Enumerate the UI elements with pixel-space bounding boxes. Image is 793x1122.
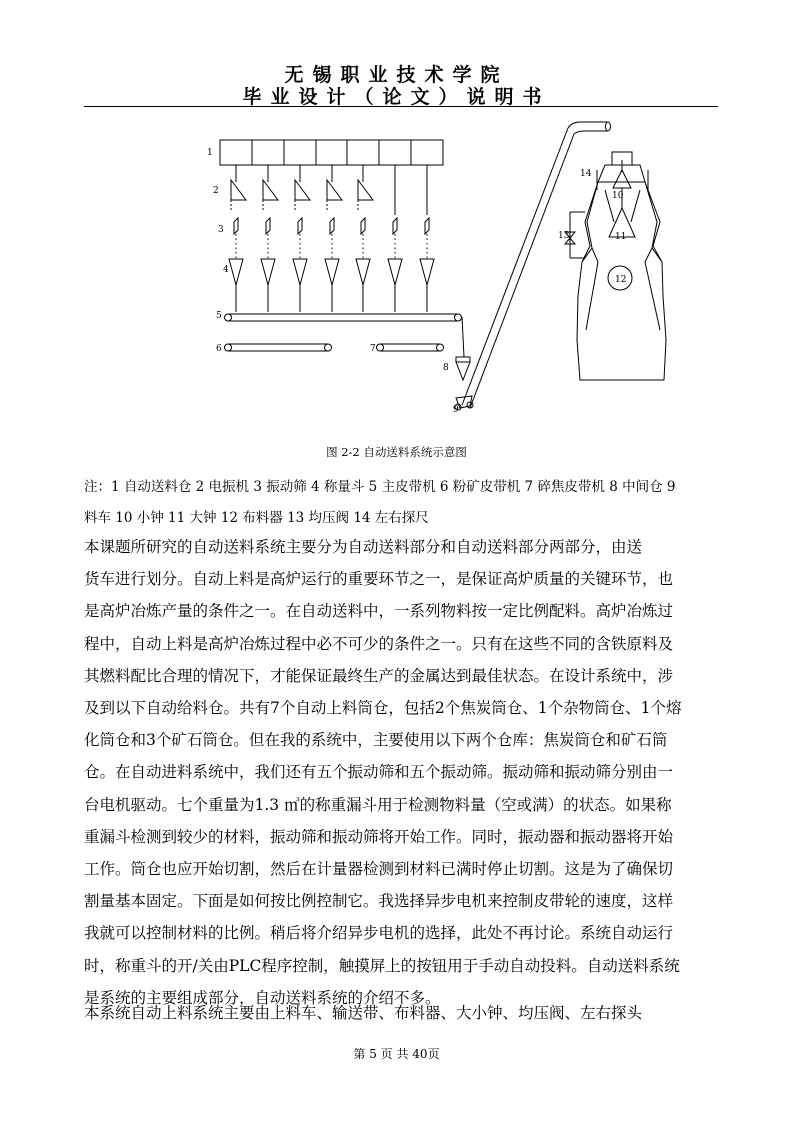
diagram-labels	[207, 148, 626, 415]
label-11: 11	[615, 232, 627, 242]
label-9: 9	[453, 405, 459, 415]
school-name: 无锡职业技术学院	[284, 64, 509, 86]
vibrating-screen	[425, 218, 429, 234]
label-4: 4	[223, 265, 229, 275]
text-line: 化筒仓和3个矿石筒仓。但在我的系统中，主要使用以下两个仓库：焦炭筒仓和矿石筒	[84, 731, 668, 750]
text-line: 重漏斗检测到较少的材料，振动筛和振动筛将开始工作。同时，振动器和振动器将开始	[84, 827, 674, 846]
text-line: 割量基本固定。下面是如何按比例控制它。我选择异步电机来控制皮带轮的速度，这样	[84, 892, 674, 911]
silo-dividers	[252, 140, 411, 165]
feeding-system-diagram	[0, 110, 793, 440]
weighing-hopper	[388, 259, 402, 285]
text-line: 我就可以控制材料的比例。稍后将介绍异步电机的选择，此处不再讨论。系统自动运行	[84, 924, 674, 943]
weighing-hopper	[325, 259, 339, 285]
weighing-hopper	[356, 259, 370, 285]
text-line: 台电机驱动。七个重量为1.3 ㎥的称重漏斗用于检测物料量（空或满）的状态。如果称	[84, 795, 672, 814]
vibrating-screen	[298, 218, 302, 234]
weighing-hopper	[261, 259, 275, 285]
note-line: 料车 10 小钟 11 大钟 12 布料器 13 均压阀 14 左右探尺	[84, 510, 429, 526]
header-rule	[84, 106, 718, 107]
text-line: 时，称重斗的开/关由PLC程序控制，触摸屏上的按钮用于手动自动投料。自动送料系统	[84, 956, 680, 975]
blast-furnace	[565, 152, 666, 380]
vibrating-feeder	[358, 180, 373, 200]
figure-caption: 图 2-2 自动送料系统示意图	[326, 445, 467, 459]
page-number: 第 5 页 共 40页	[353, 1047, 440, 1061]
label-12: 12	[615, 275, 627, 285]
text-line: 是高炉冶炼产量的条件之一。在自动送料中，一系列物料按一定比例配料。高炉冶炼过	[84, 602, 674, 621]
label-2: 2	[213, 186, 219, 196]
label-7: 7	[370, 344, 376, 354]
small-bell	[613, 170, 631, 188]
text-line: 及到以下自动给料仓。共有7个自动上料筒仓，包括2个焦炭筒仓、1个杂物筒仓、1个熔	[84, 699, 682, 718]
label-3: 3	[218, 225, 224, 235]
vibrating-feeder	[327, 180, 342, 200]
note-line: 注：1 自动送料仓 2 电振机 3 振动筛 4 称量斗 5 主皮带机 6 粉矿皮带机 7 碎焦皮带机 8 中间仓 9	[84, 479, 676, 495]
label-14: 14	[580, 169, 592, 179]
vibrating-feeder	[295, 180, 310, 200]
text-line: 工作。筒仓也应开始切割，然后在计量器检测到材料已满时停止切割。这是为了确保切	[84, 860, 674, 879]
document-type: 毕业设计（论文）说明书	[242, 86, 551, 108]
weighing-hopper	[229, 259, 243, 285]
feeder-columns	[229, 165, 434, 312]
label-8: 8	[443, 363, 449, 373]
vibrating-screen	[393, 218, 397, 234]
vibrating-screen	[330, 218, 334, 234]
ore-powder-belt	[225, 344, 332, 351]
label-6: 6	[216, 344, 222, 354]
intermediate-hopper	[456, 362, 470, 380]
intermediate-bin	[456, 357, 470, 362]
text-line: 是系统的主要组成部分，自动送料系统的介绍不多。	[84, 988, 441, 1007]
weighing-hopper	[420, 259, 434, 285]
text-line: 本系统自动上料系统主要由上料车、输送带、布料器、大小钟、均压阀、左右探头	[84, 1004, 643, 1022]
text-line: 程中，自动上料是高炉冶炼过程中必不可少的条件之一。只有在这些不同的含铁原料及	[84, 634, 674, 653]
text-line: 货车进行划分。自动上料是高炉运行的重要环节之一，是保证高炉质量的关键环节，也	[84, 570, 674, 589]
vibrating-screen	[361, 218, 365, 234]
label-1: 1	[207, 148, 213, 158]
weighing-hopper	[293, 259, 307, 285]
text-line: 本课题所研究的自动送料系统主要分为自动送料部分和自动送料部分两部分，由送	[84, 538, 643, 556]
vibrating-screen	[234, 218, 238, 234]
label-10: 10	[612, 191, 624, 201]
figure-note	[84, 472, 720, 534]
body-paragraph-1	[84, 531, 720, 1014]
label-13: 13	[558, 231, 570, 241]
silo-block	[220, 140, 443, 165]
vibrating-feeder	[231, 180, 246, 200]
coke-belt	[377, 344, 444, 351]
body-paragraph-2	[84, 997, 720, 1029]
vibrating-feeder	[263, 180, 278, 200]
text-line: 其燃料配比合理的情况下，才能保证最终生产的金属达到最佳状态。在设计系统中，涉	[84, 666, 674, 685]
label-5: 5	[216, 311, 222, 321]
vibrating-screen	[266, 218, 270, 234]
skip-incline	[455, 122, 611, 410]
text-line: 仓。在自动进料系统中，我们还有五个振动筛和五个振动筛。振动筛和振动筛分别由一	[84, 763, 674, 782]
